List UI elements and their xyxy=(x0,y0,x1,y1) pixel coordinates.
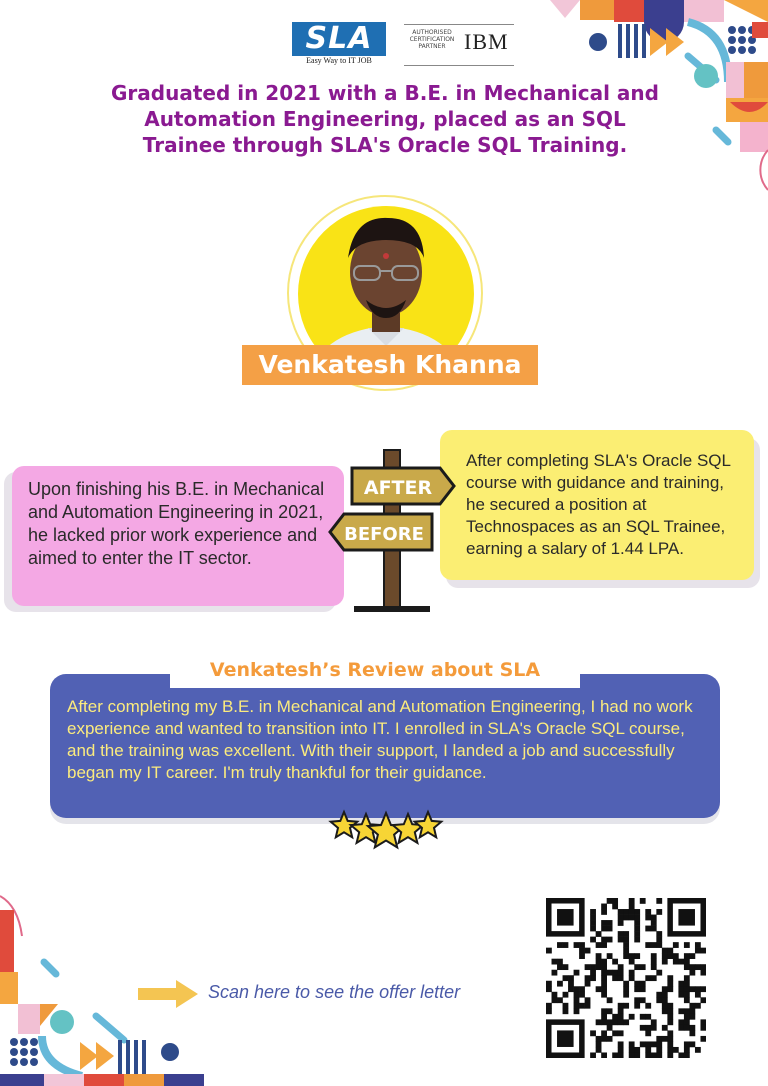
sla-tagline: Easy Way to IT JOB xyxy=(306,56,372,65)
review-title: Venkatesh’s Review about SLA xyxy=(170,652,580,688)
headline xyxy=(90,80,680,158)
after-text: After completing SLA's Oracle SQL course with guidance and training, he secured a position at Technospaces as an SQL Trainee, earning a salary of 1.44 LPA. xyxy=(466,451,731,558)
review-card xyxy=(50,674,720,818)
ibm-wordmark: IBM xyxy=(464,29,509,54)
after-card xyxy=(440,430,754,580)
signpost-icon xyxy=(328,448,456,614)
before-text: Upon finishing his B.E. in Mechanical and Automation Engineering in 2021, he lacked prior work experience and aimed to enter the IT sector. xyxy=(28,479,325,568)
before-card xyxy=(12,466,344,606)
headline-line-2: Automation Engineering, placed as an SQL xyxy=(144,107,626,131)
headline-line-3: Trainee through SLA's Oracle SQL Training. xyxy=(142,133,628,157)
arrow-right-icon xyxy=(136,978,200,1010)
qr-code-icon[interactable] xyxy=(546,898,706,1058)
sla-brand: SLA xyxy=(292,22,386,56)
ibm-partner-logo xyxy=(404,24,514,66)
partner-line-1: AUTHORISED xyxy=(412,29,452,36)
rating-stars xyxy=(328,800,444,856)
review-body: After completing my B.E. in Mechanical and Automation Engineering, I had no work experience and wanted to transition into IT. I enrolled in SLA's Oracle SQL course, and the training was excellent. With their support, I landed a job and successfully began my IT career. I'm truly thankful for their guidance. xyxy=(67,697,693,782)
student-name: Venkatesh Khanna xyxy=(242,345,538,385)
star-icon xyxy=(415,812,442,837)
sla-logo xyxy=(292,22,386,66)
after-label: AFTER xyxy=(363,477,433,499)
before-label: BEFORE xyxy=(344,524,424,545)
headline-line-1: Graduated in 2021 with a B.E. in Mechanical and xyxy=(111,81,659,105)
partner-line-3: PARTNER xyxy=(418,43,446,50)
scan-instruction: Scan here to see the offer letter xyxy=(208,982,461,1002)
partner-line-2: CERTIFICATION xyxy=(409,36,455,43)
